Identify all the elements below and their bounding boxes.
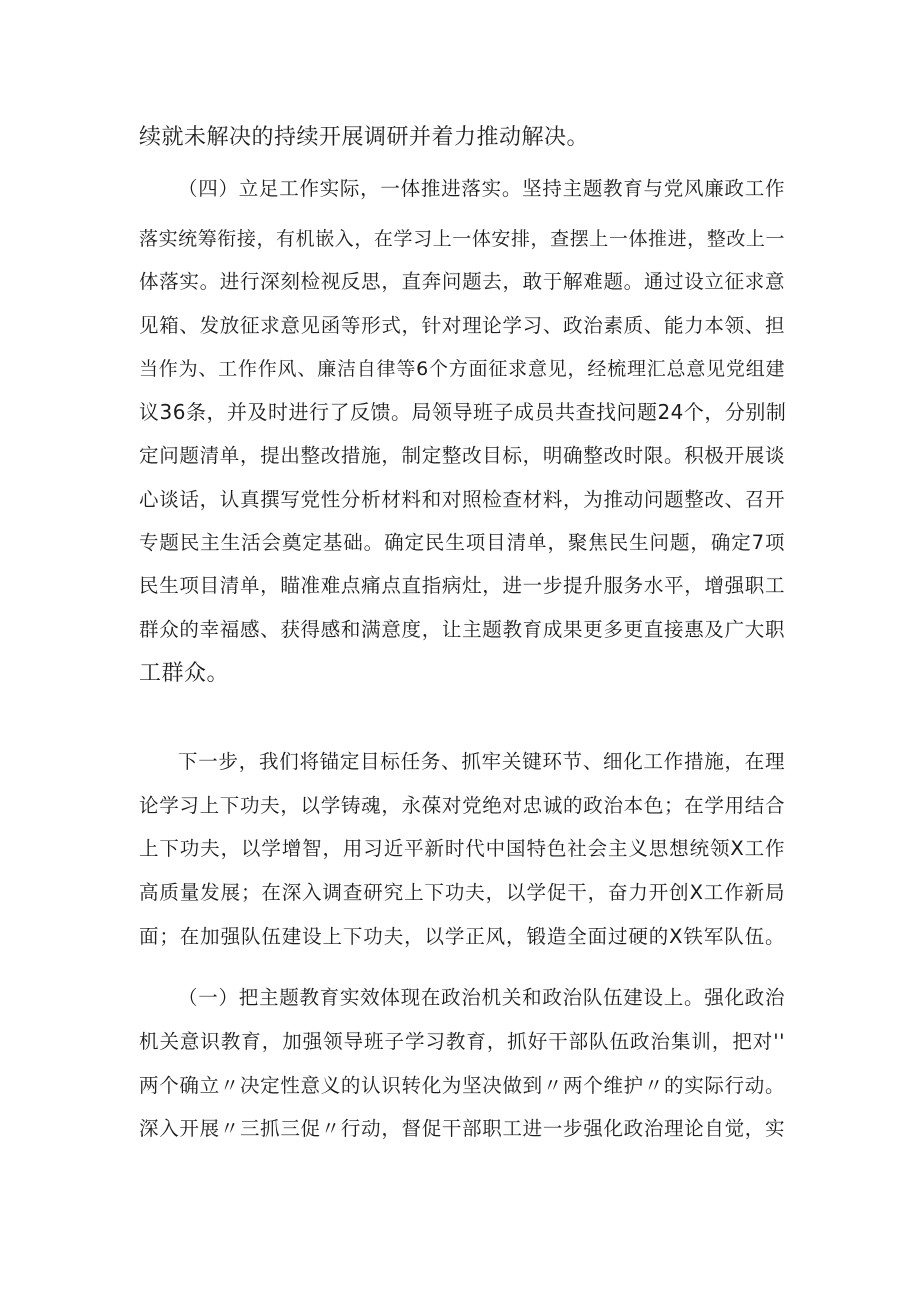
text-line: 上下功夫，以学增智，用习近平新时代中国特色社会主义思想统领X工作: [139, 837, 785, 860]
text-line: 民生项目清单，瞄准难点痛点直指病灶，进一步提升服务水平，增强职工: [139, 574, 785, 597]
text-line: 高质量发展；在深入调查研究上下功夫，以学促干，奋力开创X工作新局: [139, 881, 785, 904]
text-line: 定问题清单，提出整改措施，制定整改目标，明确整改时限。积极开展谈: [139, 444, 785, 467]
text-line: 工群众。: [139, 661, 230, 686]
text-line: 论学习上下功夫，以学铸魂，永葆对党绝对忠诚的政治本色；在学用结合: [139, 794, 785, 817]
section-heading-1-line: （一）把主题教育实效体现在政治机关和政治队伍建设上。强化政治: [178, 986, 785, 1009]
text-line: 续就未解决的持续开展调研并着力推动解决。: [139, 125, 590, 150]
text-line: 机关意识教育，加强领导班子学习教育，抓好干部队伍政治集训，把对'': [139, 1030, 785, 1053]
text-line: 面；在加强队伍建设上下功夫，以学正风，锻造全面过硬的X铁军队伍。: [139, 925, 785, 948]
text-line: 落实统筹衔接，有机嵌入，在学习上一体安排，查摆上一体推进，整改上一: [139, 228, 785, 250]
text-line: 专题民主生活会奠定基础。确定民生项目清单，聚焦民生问题，确定7项: [139, 531, 785, 554]
text-line: 当作为、工作作风、廉洁自律等6个方面征求意见，经梳理汇总意见党组建: [139, 358, 785, 380]
text-line: 群众的幸福感、获得感和满意度，让主题教育成果更多更直接惠及广大职: [139, 618, 785, 641]
text-line: 体落实。进行深刻检视反思，直奔问题去，敢于解难题。通过设立征求意: [139, 270, 785, 293]
text-line: 两个确立〃决定性意义的认识转化为坚决做到〃两个维护〃的实际行动。: [139, 1074, 785, 1097]
next-step-paragraph-line: 下一步，我们将锚定目标任务、抓牢关键环节、细化工作措施，在理: [178, 750, 785, 773]
text-line: 见箱、发放征求意见函等形式，针对理论学习、政治素质、能力本领、担: [139, 314, 785, 337]
text-line: 深入开展〃三抓三促〃行动，督促干部职工进一步强化政治理论自觉，实: [139, 1117, 785, 1140]
text-line: 议36条，并及时进行了反馈。局领导班子成员共查找问题24个，分别制: [139, 400, 787, 424]
section-heading-4-line: （四）立足工作实际，一体推进落实。坚持主题教育与党风廉政工作: [178, 177, 785, 200]
text-line: 心谈话，认真撰写党性分析材料和对照检查材料，为推动问题整改、召开: [139, 488, 785, 511]
